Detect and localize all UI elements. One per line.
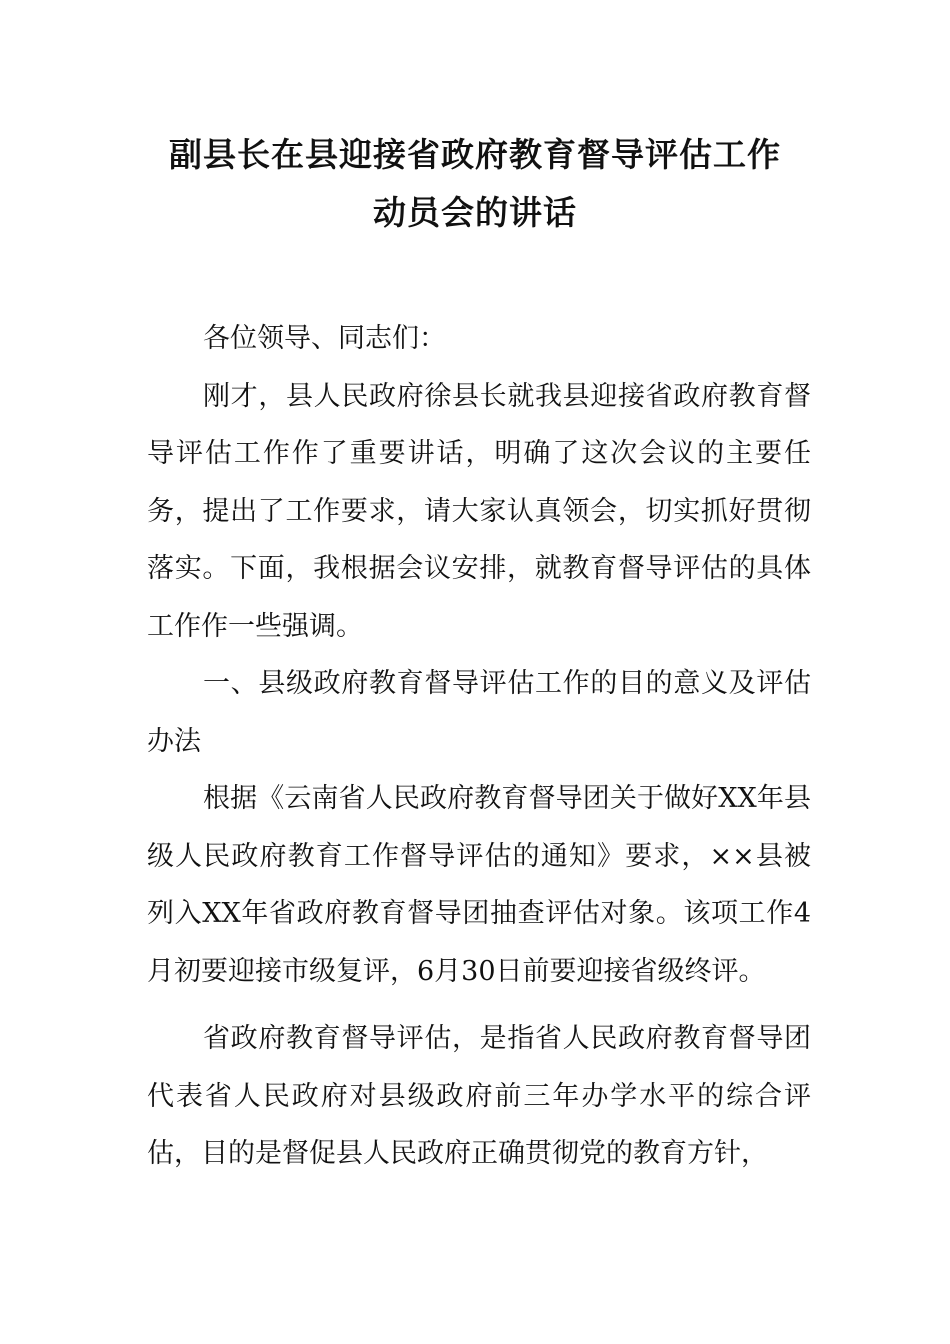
salutation-paragraph: 各位领导、同志们： (203, 323, 446, 354)
body-paragraph: 省政府教育督导评估，是指省人民政府教育督导团代表省人民政府对县级政府前三年办学水平的综合评估，目的是督促县人民政府正确贯彻党的教育方针， (147, 1023, 811, 1169)
section-heading-paragraph: 一、县级政府教育督导评估工作的目的意义及评估办法 (147, 668, 811, 757)
document-body (147, 310, 811, 1183)
document-title-line-2: 动员会的讲话 (373, 193, 577, 232)
body-paragraph: 根据《云南省人民政府教育督导团关于做好XX年县级人民政府教育工作督导评估的通知》要求，××县被列入XX年省政府教育督导团抽查评估对象。该项工作4月初要迎接市级复评，6月30日前要迎接省级终评。 (147, 783, 811, 987)
body-paragraph: 刚才，县人民政府徐县长就我县迎接省政府教育督导评估工作作了重要讲话，明确了这次会议的主要任务，提出了工作要求，请大家认真领会，切实抓好贯彻落实。下面，我根据会议安排，就教育督导评估的具体工作作一些强调。 (147, 380, 811, 642)
document-title-line-1: 副县长在县迎接省政府教育督导评估工作 (169, 135, 781, 174)
